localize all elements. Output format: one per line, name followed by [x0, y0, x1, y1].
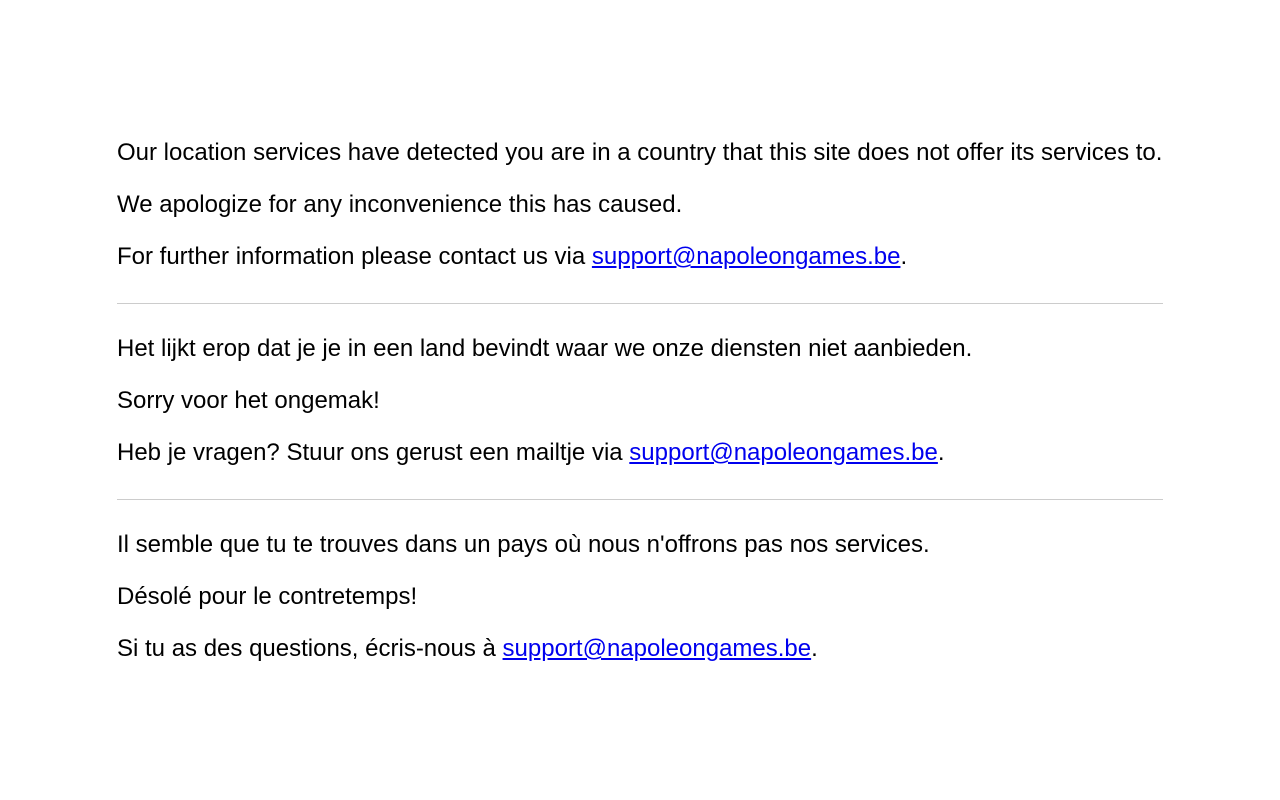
support-email-link-nl[interactable]: support@napoleongames.be [629, 439, 938, 466]
contact-text-fr: Si tu as des questions, écris-nous à [117, 635, 503, 662]
section-divider [117, 303, 1163, 304]
section-divider [117, 499, 1163, 500]
apology-message-fr: Désolé pour le contretemps! [117, 583, 418, 610]
contact-message-fr [117, 635, 1163, 663]
notice-message-nl: Het lijkt erop dat je je in een land bevindt waar we onze diensten niet aanbieden. [117, 335, 973, 362]
geo-block-notice [117, 139, 1163, 663]
apology-message-nl: Sorry voor het ongemak! [117, 387, 380, 414]
contact-suffix-en: . [900, 243, 908, 270]
apology-message-en: We apologize for any inconvenience this has caused. [117, 191, 683, 218]
contact-text-nl: Heb je vragen? Stuur ons gerust een mailtje via [117, 439, 630, 466]
contact-message-en [117, 243, 1163, 271]
notice-section-dutch [117, 335, 1163, 467]
notice-message-en: Our location services have detected you are in a country that this site does not offer its services to. [117, 139, 1163, 166]
notice-section-english [117, 139, 1163, 271]
contact-text-en: For further information please contact us via [117, 243, 592, 270]
support-email-link-en[interactable]: support@napoleongames.be [591, 243, 901, 270]
notice-section-french [117, 531, 1163, 663]
contact-suffix-nl: . [937, 439, 945, 466]
notice-message-fr: Il semble que tu te trouves dans un pays où nous n'offrons pas nos services. [117, 531, 930, 558]
contact-suffix-fr: . [811, 635, 818, 662]
support-email-link-fr[interactable]: support@napoleongames.be [502, 635, 812, 662]
contact-message-nl [117, 439, 1163, 467]
